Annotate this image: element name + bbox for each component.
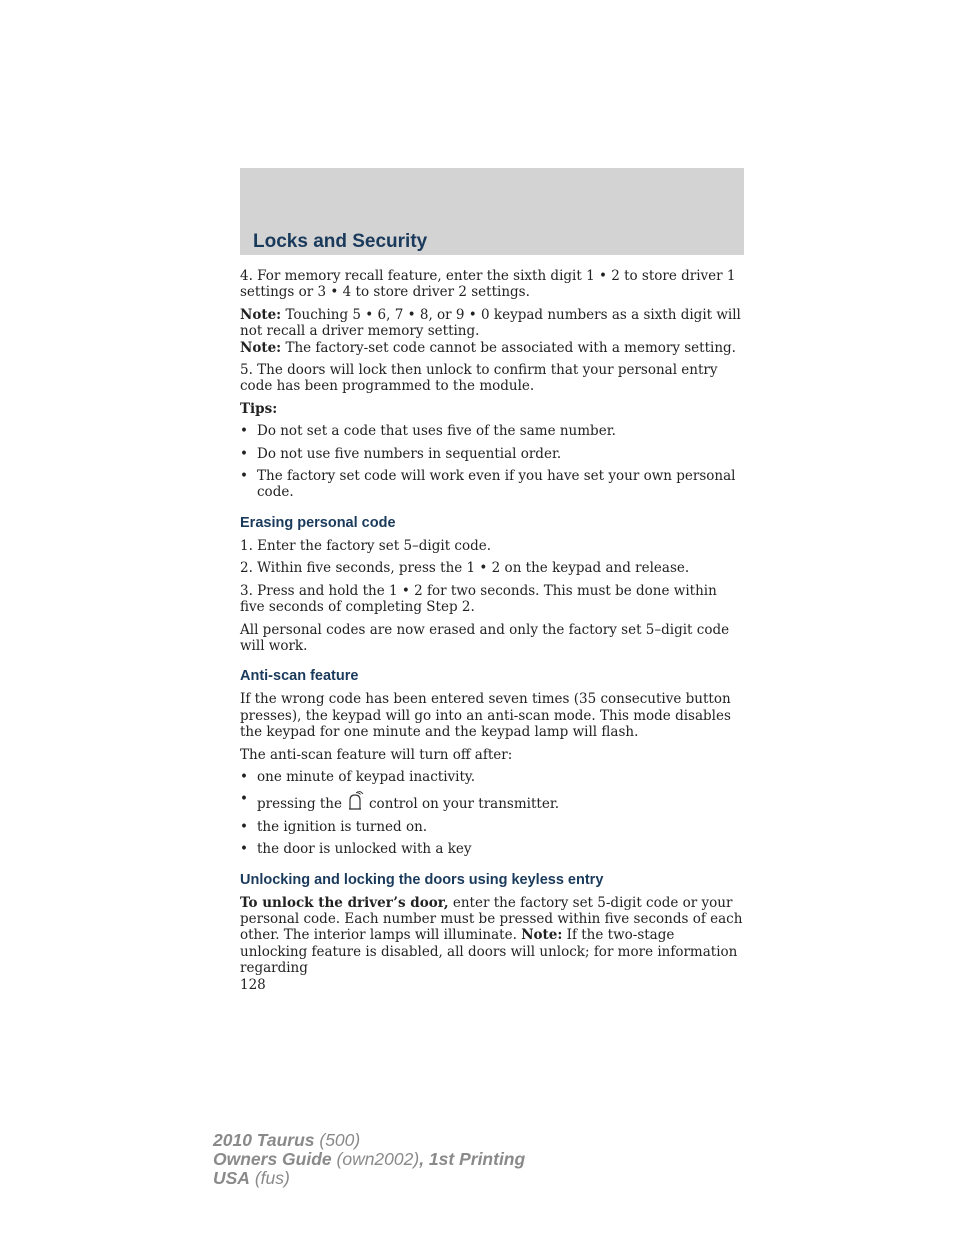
tip-text: Do not set a code that uses five of the same number. (257, 423, 616, 440)
step-5: 5. The doors will lock then unlock to confirm that your personal entry code has been programmed to the module. (240, 362, 718, 395)
antiscan-heading: Anti-scan feature (240, 668, 359, 685)
footer-line-1 (213, 1131, 525, 1150)
page-content (240, 268, 745, 999)
antiscan-item-text: one minute of keypad inactivity. (257, 768, 476, 785)
bullet: • (240, 468, 248, 485)
list-item (240, 791, 745, 812)
erasing-step-3: 3. Press and hold the 1 • 2 for two seconds. This must be done within five seconds of completing Step 2. (240, 582, 717, 616)
footer-region-code: (fus) (249, 1168, 290, 1188)
note-2-text: The factory-set code cannot be associated with a memory setting. (281, 339, 736, 356)
erasing-result: All personal codes are now erased and only the factory set 5–digit code will work. (240, 621, 730, 654)
bullet: • (240, 818, 248, 835)
footer-region: USA (213, 1168, 250, 1188)
antiscan-list (240, 769, 745, 858)
footer-line-3 (213, 1169, 525, 1188)
note-1-label: Note: (240, 306, 282, 323)
footer-guide-code: (own2002) (331, 1149, 420, 1169)
page-number: 128 (240, 976, 266, 993)
bullet: • (240, 445, 248, 462)
note-2 (240, 340, 745, 356)
antiscan-item-text: the ignition is turned on. (257, 818, 428, 835)
tip-text: Do not use five numbers in sequential order. (257, 445, 562, 462)
tip-text: The factory set code will work even if you have set your own personal code. (257, 468, 736, 501)
note-2-label: Note: (240, 339, 282, 356)
antiscan-item-text: control on your transmitter. (369, 796, 560, 813)
bullet: • (240, 841, 248, 858)
section-title: Locks and Security (253, 231, 428, 252)
keyless-heading: Unlocking and locking the doors using keyless entry (240, 871, 604, 888)
antiscan-item-text: the door is unlocked with a key (257, 841, 472, 858)
bullet: • (240, 423, 248, 440)
section-header (240, 168, 744, 255)
keyless-text-2: If the two-stage unlocking feature is disabled, all doors will unlock; for more information regarding (240, 927, 738, 977)
footer-model-code: (500) (314, 1130, 361, 1150)
remote-unlock-icon (345, 791, 365, 811)
tips-label-text: Tips: (240, 400, 278, 417)
note-1-text: Touching 5 • 6, 7 • 8, or 9 • 0 keypad numbers as a sixth digit will not recall a driver memory setting. (240, 306, 741, 340)
erasing-step-2: 2. Within five seconds, press the 1 • 2 on the keypad and release. (240, 560, 690, 577)
tips-list (240, 423, 745, 501)
list-item (240, 769, 745, 785)
tips-label (240, 401, 745, 417)
list-item (240, 468, 745, 501)
bullet: • (240, 768, 248, 785)
bullet: • (240, 791, 248, 808)
footer-guide: Owners Guide (213, 1149, 332, 1169)
antiscan-turnoff: The anti-scan feature will turn off after: (240, 746, 513, 763)
keyless-bold: To unlock the driver’s door, (240, 894, 449, 911)
list-item (240, 841, 745, 857)
keyless-note-label: Note: (521, 927, 563, 944)
list-item (240, 819, 745, 835)
antiscan-item-text: pressing the (257, 796, 342, 813)
list-item (240, 446, 745, 462)
erasing-step-1: 1. Enter the factory set 5–digit code. (240, 537, 492, 554)
antiscan-text: If the wrong code has been entered seven times (35 consecutive button presses), the keypad will go into an anti-scan mode. This mode disables the keypad for one minute and the keypad lamp will flash. (240, 691, 731, 741)
footer-line-2 (213, 1150, 525, 1169)
footer-model: 2010 Taurus (213, 1130, 315, 1150)
keyless-text (240, 895, 745, 977)
list-item (240, 423, 745, 439)
note-1 (240, 307, 745, 340)
keyless-text-1: enter the factory set 5-digit code or your personal code. Each number must be pressed within five seconds of each other. The interior lamps will illuminate. (240, 894, 743, 944)
step-4: 4. For memory recall feature, enter the sixth digit 1 • 2 to store driver 1 settings or 3 • 4 to store driver 2 settings. (240, 268, 736, 301)
erasing-heading: Erasing personal code (240, 514, 396, 531)
footer-print-info (213, 1131, 525, 1188)
footer-printing: , 1st Printing (419, 1149, 526, 1169)
